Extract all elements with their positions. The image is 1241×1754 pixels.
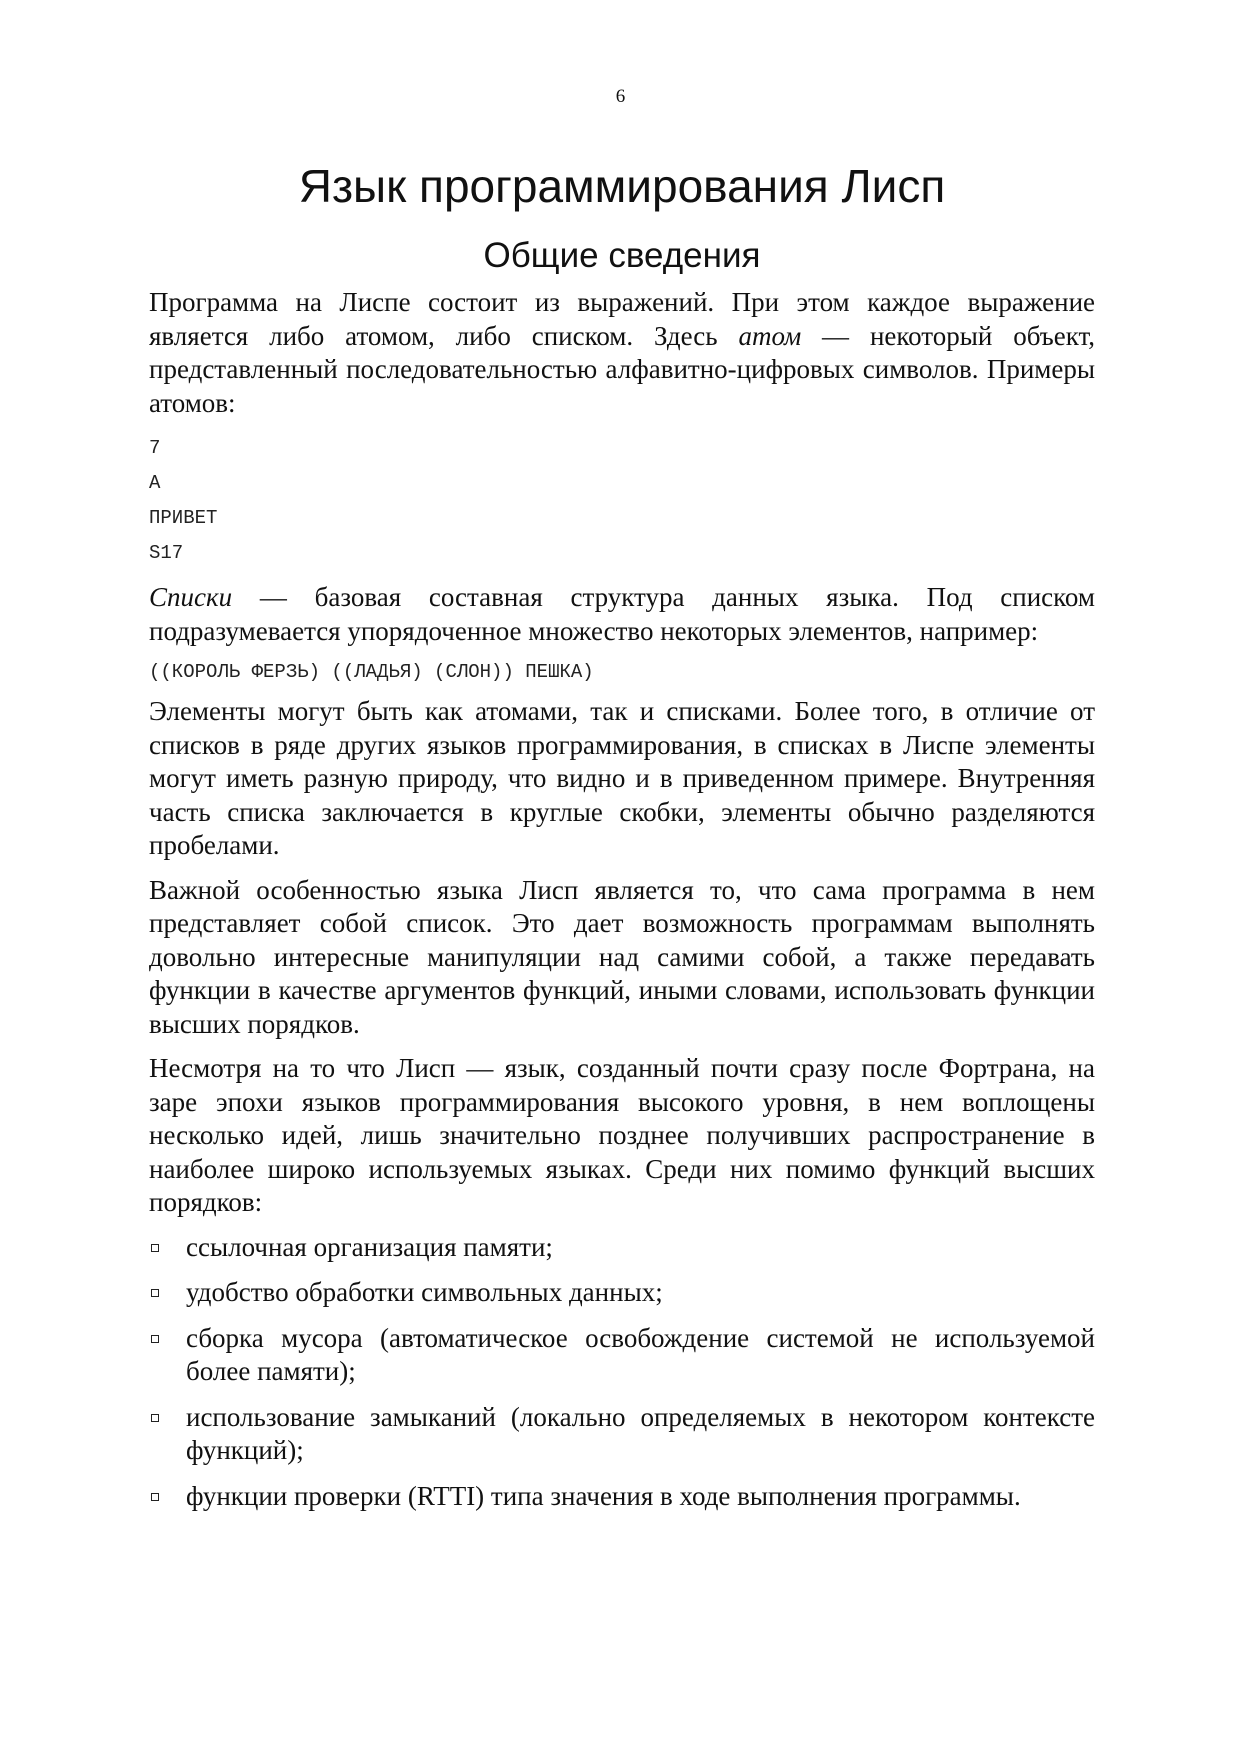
list-item-text: функции проверки (RTTI) типа значения в ходе выполнения программы.: [186, 1480, 1021, 1511]
list-item: [149, 1322, 1095, 1389]
intro-term-atom: атом: [738, 320, 802, 351]
atom-examples: [149, 431, 1095, 571]
feature-paragraph: Важной особенностью языка Лисп является то, что сама программа в нем представляет собой список. Это дает возможность программам выполнять довольно интересные манипуляции над самими собой, а также передавать функции в качестве аргументов функций, иными словами, использовать функции высших порядков.: [149, 874, 1095, 1039]
lists-paragraph: [149, 581, 1095, 648]
intro-paragraph: [149, 286, 1095, 420]
features-list: [149, 1231, 1095, 1514]
lists-text: — базовая составная структура данных языка. Под списком подразумевается упорядоченное множество некоторых элементов, например:: [149, 582, 1095, 646]
list-example-code: ((КОРОЛЬ ФЕРЗЬ) ((ЛАДЬЯ) (СЛОН)) ПЕШКА): [149, 661, 594, 683]
page-number: 6: [615, 86, 626, 107]
elements-paragraph: Элементы могут быть как атомами, так и списками. Более того, в отличие от списков в ряде других языков программирования, в списках в Лиспе элементы могут иметь разную природу, что видно и в приведенном примере. Внутренняя часть списка заключается в круглые скобки, элементы обычно разделяются пробелами.: [149, 696, 1095, 860]
section-title: Общие сведения: [483, 236, 761, 275]
list-item-text: удобство обработки символьных данных;: [186, 1277, 663, 1307]
page-content: [149, 158, 1095, 1525]
square-bullet-icon: [151, 1493, 159, 1501]
list-item: [149, 1480, 1095, 1514]
atom-example: A: [149, 472, 161, 494]
list-item: [149, 1231, 1095, 1265]
list-item-text: ссылочная организация памяти;: [186, 1231, 553, 1262]
atom-example: S17: [149, 542, 184, 564]
square-bullet-icon: [151, 1335, 159, 1343]
atom-example: ПРИВЕТ: [149, 507, 218, 529]
intro-text-part2: — некоторый объект, представленный последовательностью алфавитно-цифровых символов. Примеры атомов:: [149, 320, 1095, 418]
atom-example: 7: [149, 437, 161, 459]
history-paragraph: Несмотря на то что Лисп — язык, созданный почти сразу после Фортрана, на заре эпохи языков программирования высокого уровня, в нем воплощены несколько идей, лишь значительно позднее получивших распространение в наиболее широко используемых языках. Среди них помимо функций высших порядков:: [149, 1053, 1095, 1217]
list-item: [149, 1401, 1095, 1468]
list-item-text: сборка мусора (автоматическое освобождение системой не используемой более памяти);: [186, 1322, 1095, 1386]
list-item: [149, 1276, 1095, 1310]
list-item-text: использование замыканий (локально определяемых в некотором контексте функций);: [186, 1401, 1095, 1465]
square-bullet-icon: [151, 1289, 159, 1297]
intro-text-part1: Программа на Лиспе состоит из выражений. При этом каждое выражение является либо атомом, либо списком. Здесь: [149, 287, 1095, 351]
square-bullet-icon: [151, 1414, 159, 1422]
lists-term: Списки: [149, 582, 233, 612]
chapter-title: Язык программирования Лисп: [298, 160, 946, 212]
square-bullet-icon: [151, 1244, 159, 1252]
